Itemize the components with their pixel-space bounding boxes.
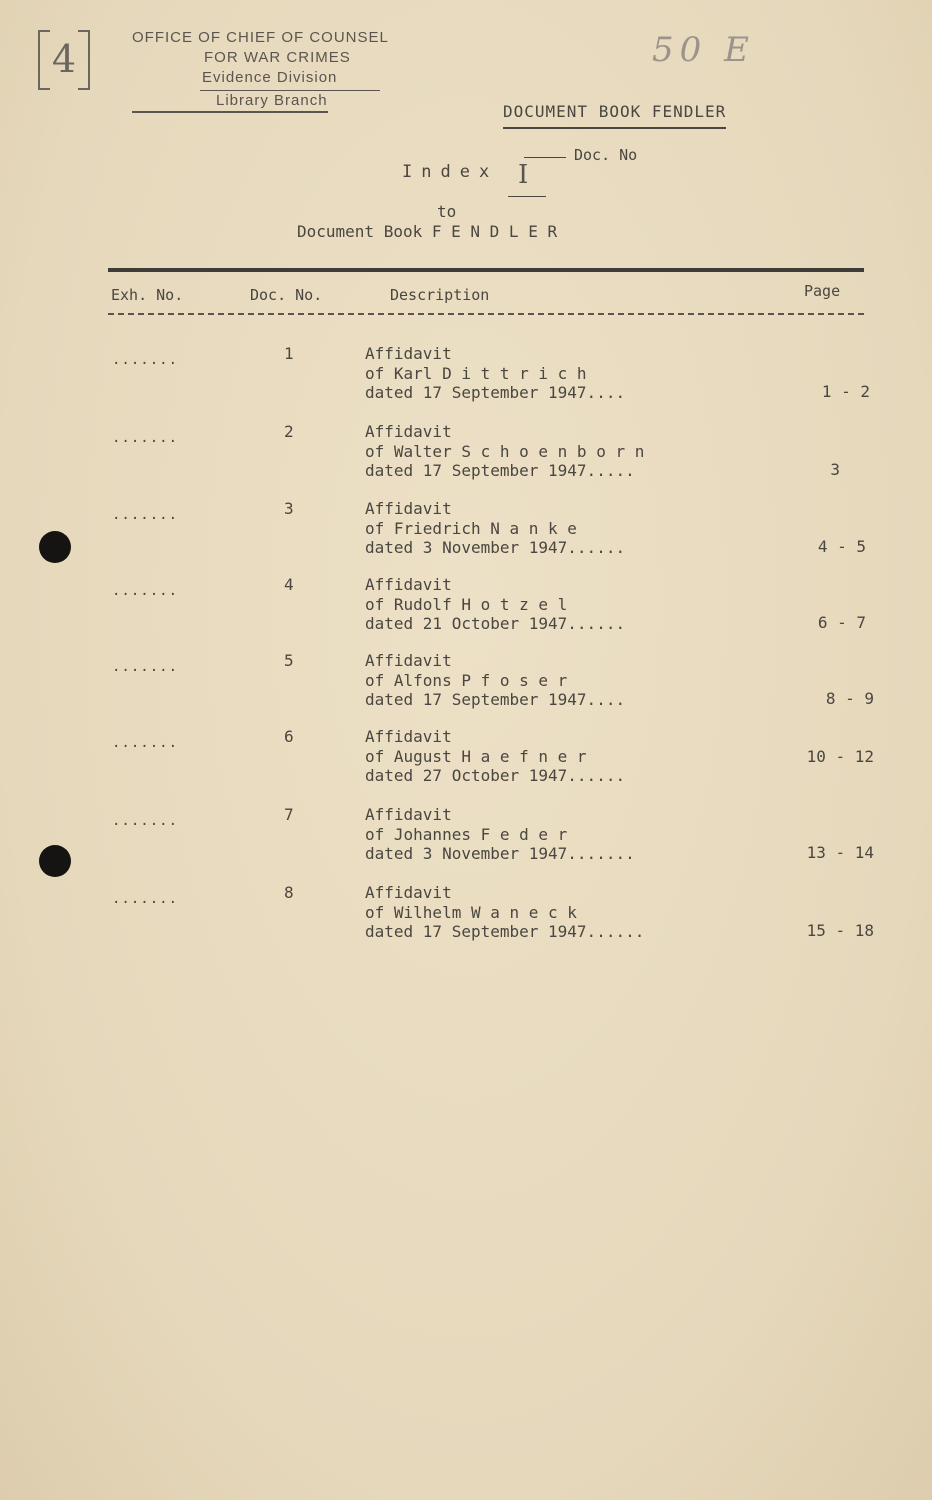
table-row <box>0 651 932 727</box>
exh-no: ....... <box>112 659 179 675</box>
page-range: 6 - 7 <box>817 613 866 632</box>
description-title: Affidavit <box>365 344 452 363</box>
description-date: dated 3 November 1947...... <box>365 538 626 557</box>
table-row <box>0 422 932 498</box>
exh-no: ....... <box>112 891 179 907</box>
page-range: 15 - 18 <box>806 921 874 940</box>
page-range: 1 - 2 <box>821 382 870 401</box>
doc-no-label: Doc. No <box>574 146 638 164</box>
document-book-title: DOCUMENT BOOK FENDLER <box>503 102 726 129</box>
description <box>365 344 625 403</box>
margin-note-number: 4 <box>51 37 77 81</box>
description-date: dated 17 September 1947..... <box>365 461 635 480</box>
description-affiant: of Johannes F e d e r <box>365 824 568 844</box>
description-date: dated 3 November 1947....... <box>365 844 635 863</box>
description-date: dated 17 September 1947.... <box>365 690 626 709</box>
handwritten-reference: 50 E <box>652 30 755 70</box>
exh-no: ....... <box>112 735 179 751</box>
description-date: dated 17 September 1947...... <box>365 922 645 941</box>
page-range: 4 - 5 <box>817 537 866 556</box>
stamp-line-branch: Library Branch <box>132 91 328 113</box>
description-title: Affidavit <box>365 727 452 746</box>
to-label: to <box>437 202 457 221</box>
description-title: Affidavit <box>365 883 452 902</box>
margin-note <box>38 30 90 88</box>
description-date: dated 27 October 1947...... <box>365 766 626 785</box>
description-affiant: of Alfons P f o s e r <box>365 670 568 690</box>
description <box>365 727 625 786</box>
doc-no: 2 <box>284 422 294 441</box>
description <box>365 805 635 864</box>
table-top-rule <box>108 268 864 272</box>
exh-no: ....... <box>112 583 179 599</box>
page-range: 10 - 12 <box>806 747 874 766</box>
doc-no: 1 <box>284 344 294 363</box>
description-affiant: of Karl D i t t r i c h <box>365 363 587 383</box>
description-title: Affidavit <box>365 805 452 824</box>
description-affiant: of Friedrich N a n k e <box>365 518 577 538</box>
description-affiant: of August H a e f n e r <box>365 746 587 766</box>
exh-no: ....... <box>112 352 179 368</box>
description-title: Affidavit <box>365 575 452 594</box>
bracket-left <box>38 30 50 90</box>
description <box>365 499 625 558</box>
stamp-line-division: Evidence Division <box>202 69 338 86</box>
header-rule <box>108 313 864 315</box>
stamp-line-office: OFFICE OF CHIEF OF COUNSEL <box>132 29 389 46</box>
office-stamp <box>132 28 452 113</box>
description-affiant: of Wilhelm W a n e c k <box>365 902 577 922</box>
doc-no: 3 <box>284 499 294 518</box>
description-affiant: of Walter S c h o e n b o r n <box>365 441 645 461</box>
page-range: 3 <box>830 460 840 479</box>
header-doc-no: Doc. No. <box>250 286 323 304</box>
description-title: Affidavit <box>365 422 452 441</box>
roman-underline <box>508 196 546 197</box>
description-affiant: of Rudolf H o t z e l <box>365 594 568 614</box>
exh-no: ....... <box>112 430 179 446</box>
stamp-line-war-crimes: FOR WAR CRIMES <box>204 49 351 66</box>
table-row <box>0 575 932 651</box>
doc-no-underline <box>524 157 566 158</box>
doc-no: 7 <box>284 805 294 824</box>
index-roman-numeral: I <box>518 160 529 190</box>
bracket-right <box>78 30 90 90</box>
description-title: Affidavit <box>365 499 452 518</box>
description <box>365 575 625 634</box>
table-row <box>0 727 932 803</box>
description-date: dated 17 September 1947.... <box>365 383 626 402</box>
punch-hole <box>39 531 71 563</box>
doc-no: 5 <box>284 651 294 670</box>
description <box>365 883 644 942</box>
index-heading: Index <box>402 162 499 182</box>
description-date: dated 21 October 1947...... <box>365 614 626 633</box>
table-row <box>0 883 932 959</box>
doc-no: 8 <box>284 883 294 902</box>
header-exh-no: Exh. No. <box>111 286 184 304</box>
table-row <box>0 805 932 881</box>
table-row <box>0 344 932 420</box>
description <box>365 422 644 481</box>
doc-no: 6 <box>284 727 294 746</box>
exh-no: ....... <box>112 813 179 829</box>
table-row <box>0 499 932 575</box>
page-range: 8 - 9 <box>825 689 874 708</box>
header-description: Description <box>390 286 490 304</box>
header-page: Page <box>804 282 841 300</box>
exh-no: ....... <box>112 507 179 523</box>
description-title: Affidavit <box>365 651 452 670</box>
doc-no: 4 <box>284 575 294 594</box>
document-subtitle: Document Book F E N D L E R <box>297 222 558 241</box>
punch-hole <box>39 845 71 877</box>
page-range: 13 - 14 <box>806 843 874 862</box>
description <box>365 651 625 710</box>
